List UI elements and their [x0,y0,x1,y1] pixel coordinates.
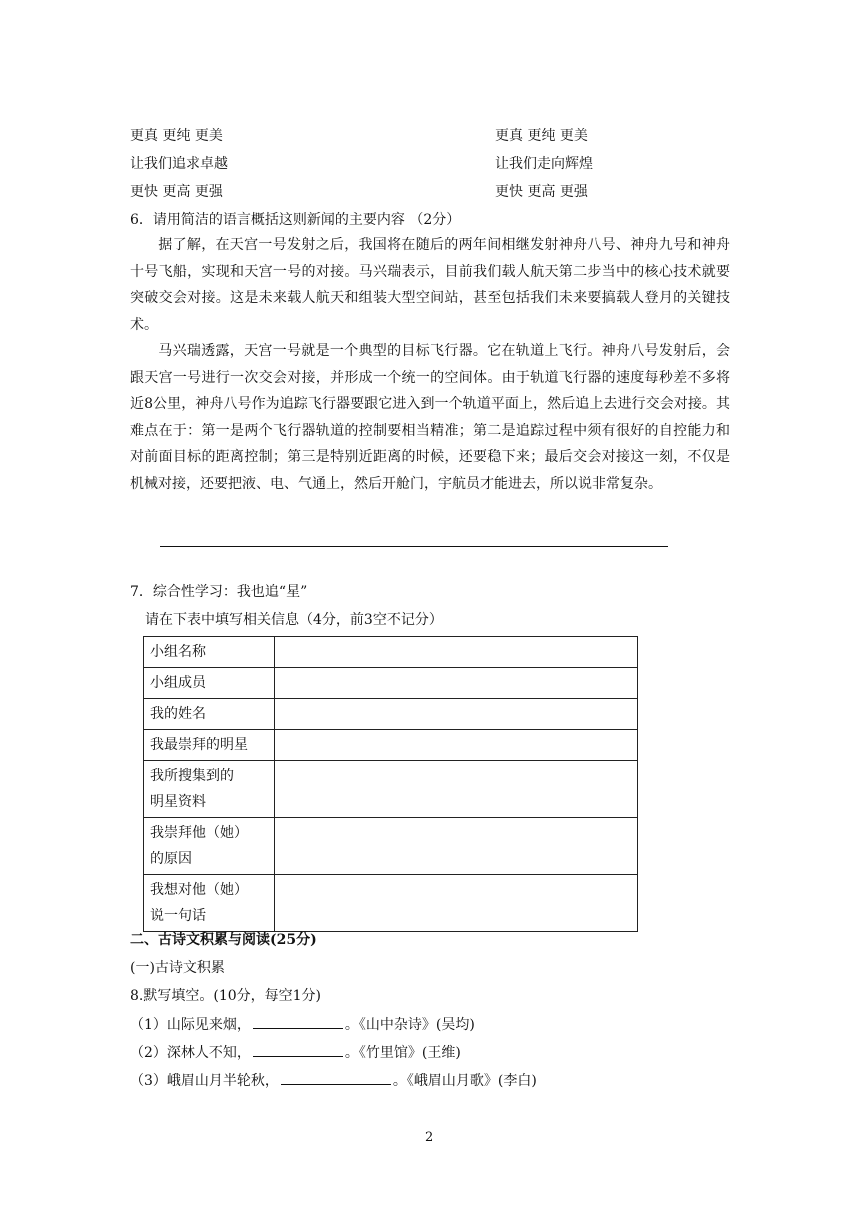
row-label-text: 我的姓名 [150,706,206,722]
row-label [144,637,275,668]
slogan-right-2: 让我们走向辉煌 [495,156,593,172]
section-2-subheading: (一)古诗文积累 [130,960,225,976]
fill-item-2-pre: （2）深林人不知， [130,1045,251,1061]
fill-cell[interactable] [275,668,638,699]
table-row [144,637,638,668]
table-row [144,761,638,818]
news-paragraph-1-text: 据了解，在天宫一号发射之后，我国将在随后的两年间相继发射神舟八号、神舟九号和神舟十号飞船，实现和天宫一号的对接。马兴瑞表示，目前我们载人航天第二步当中的核心技术就要突破交会对接。这是未来载人航天和组装大型空间站，甚至包括我们未来要搞载人登月的关键技术。 [130,237,730,333]
slogan-right-1: 更真 更纯 更美 [495,128,588,144]
row-label [144,761,275,818]
row-label-text-2: 明星资料 [150,794,206,810]
row-label [144,668,275,699]
question-6-heading: 6．请用简洁的语言概括这则新闻的主要内容 （2分） [130,212,461,228]
news-paragraph-2-text: 马兴瑞透露，天宫一号就是一个典型的目标飞行器。它在轨道上飞行。神舟八号发射后，会跟天宫一号进行一次交会对接，并形成一个统一的空间体。由于轨道飞行器的速度每秒差不多将近8公里，神舟八号作为追踪飞行器要跟它进入到一个轨道平面上，然后追上去进行交会对接。其难点在于：第一是两个飞行器轨道的控制要相当精准；第二是追踪过程中须有很好的自控能力和对前面目标的距离控制；第三是特别近距离的时候，还要稳下来；最后交会对接这一刻，不仅是机械对接，还要把液、电、气通上，然后开舱门，宇航员才能进去，所以说非常复杂。 [130,343,730,492]
question-7-instruction: 请在下表中填写相关信息（4分，前3空不记分） [145,612,443,628]
fill-blank-2[interactable] [253,1042,343,1057]
table-row [144,699,638,730]
fill-item-1 [130,1014,475,1035]
section-2-heading: 二、古诗文积累与阅读(25分) [130,932,317,948]
row-label-text: 小组名称 [150,644,206,660]
row-label [144,818,275,875]
fill-cell[interactable] [275,875,638,932]
row-label-text: 我最崇拜的明星 [150,737,248,753]
row-label [144,875,275,932]
table-row [144,730,638,761]
news-paragraph-2 [130,338,730,497]
row-label-text: 我崇拜他（她） [150,825,248,841]
fill-cell[interactable] [275,818,638,875]
fill-blank-1[interactable] [253,1014,343,1029]
row-label-text: 我想对他（她） [150,882,248,898]
row-label-text: 小组成员 [150,675,206,691]
row-label [144,730,275,761]
row-label-text-2: 的原因 [150,851,192,867]
fill-cell[interactable] [275,637,638,668]
fill-item-3 [130,1070,537,1091]
fill-item-1-pre: （1）山际见来烟， [130,1017,251,1033]
row-label-text: 我所搜集到的 [150,768,234,784]
fill-cell[interactable] [275,699,638,730]
question-7-heading: 7．综合性学习：我也追“星” [130,584,308,600]
fill-cell[interactable] [275,730,638,761]
row-label-text-2: 说一句话 [150,908,206,924]
fill-item-3-post: 。《峨眉山月歌》(李白) [392,1073,537,1089]
slogan-left-3: 更快 更高 更强 [130,184,223,200]
row-label [144,699,275,730]
table-row [144,818,638,875]
fill-item-2 [130,1042,461,1063]
fill-item-1-post: 。《山中杂诗》(吴均) [344,1017,475,1033]
table-row [144,668,638,699]
info-table [143,636,638,932]
table-row [144,875,638,932]
answer-line[interactable] [160,546,668,547]
fill-item-3-pre: （3）峨眉山月半轮秋， [130,1073,279,1089]
fill-item-2-post: 。《竹里馆》(王维) [344,1045,461,1061]
fill-cell[interactable] [275,761,638,818]
fill-blank-3[interactable] [281,1070,391,1085]
news-paragraph-1 [130,232,730,338]
page-number: 2 [425,1130,434,1145]
slogan-left-2: 让我们追求卓越 [130,156,228,172]
slogan-right-3: 更快 更高 更强 [495,184,588,200]
slogan-left-1: 更真 更纯 更美 [130,128,223,144]
question-8-heading: 8.默写填空。(10分，每空1分) [130,988,322,1004]
